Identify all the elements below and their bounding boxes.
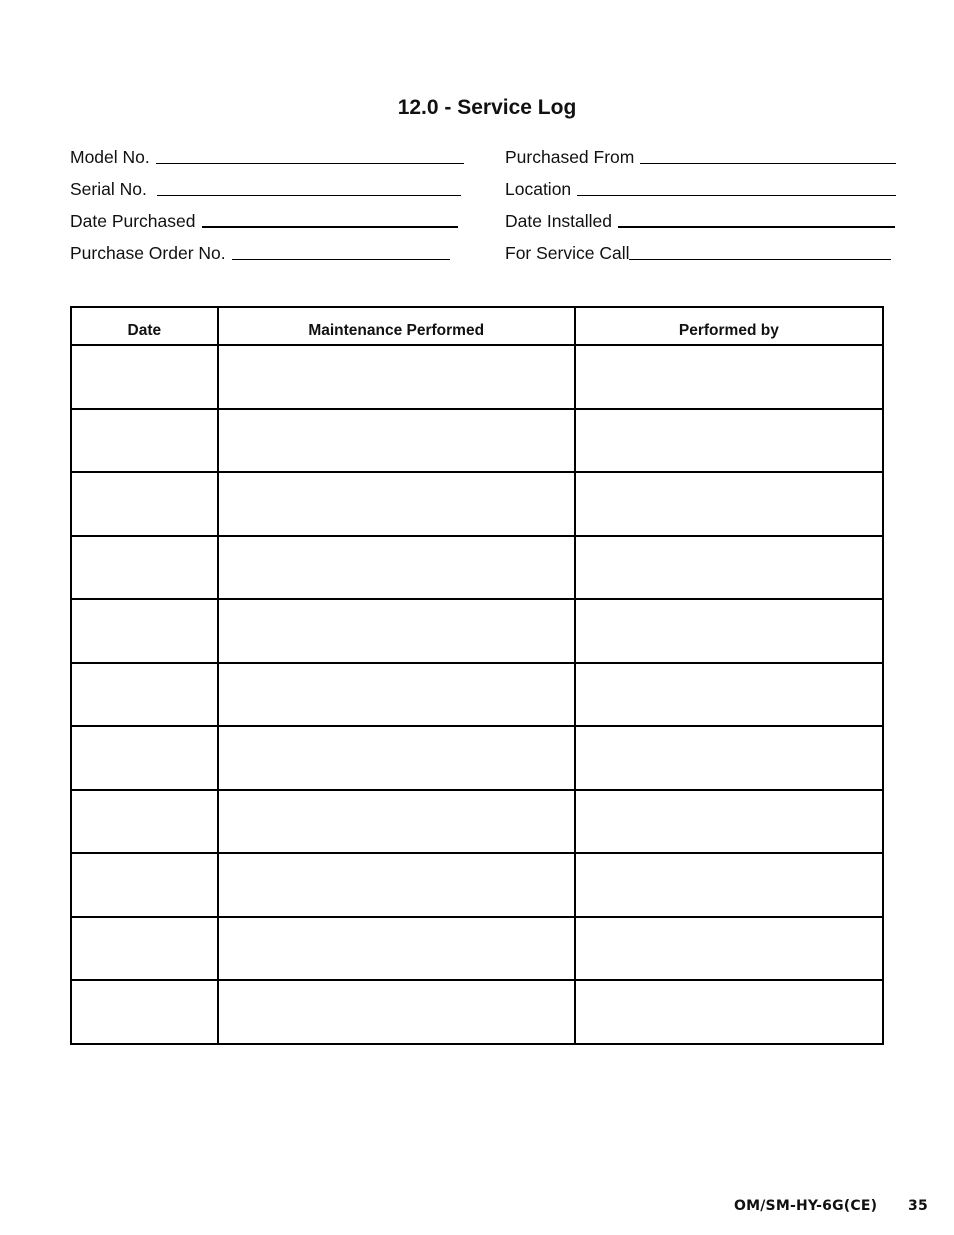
table-row [71,917,883,981]
service-call-field[interactable] [505,240,891,264]
service-call-line[interactable] [629,258,891,260]
header-maintenance-performed: Maintenance Performed [218,307,575,345]
table-row [71,536,883,600]
model-no-line[interactable] [156,162,464,164]
page-title: 12.0 - Service Log [397,96,577,119]
table-row [71,980,883,1044]
performed-by-cell[interactable] [575,917,883,981]
date-cell[interactable] [71,790,218,854]
maintenance-cell[interactable] [218,726,575,790]
purchased-from-line[interactable] [640,162,896,164]
location-label: Location [505,179,572,199]
date-cell[interactable] [71,917,218,981]
table-body [71,345,883,1044]
header-performed-by: Performed by [575,307,883,345]
maintenance-cell[interactable] [218,980,575,1044]
performed-by-cell[interactable] [575,409,883,473]
table-row [71,853,883,917]
date-purchased-field[interactable] [70,208,458,232]
serial-no-field[interactable] [70,176,461,200]
maintenance-cell[interactable] [218,536,575,600]
table-row [71,599,883,663]
table-row [71,726,883,790]
header-date: Date [71,307,218,345]
service-call-label: For Service Call [505,243,630,263]
performed-by-cell[interactable] [575,980,883,1044]
date-cell[interactable] [71,472,218,536]
serial-no-line[interactable] [157,194,461,196]
document-code: OM/SM-HY-6G(CE) [734,1198,878,1214]
date-installed-field[interactable] [505,208,895,232]
maintenance-cell[interactable] [218,790,575,854]
date-cell[interactable] [71,726,218,790]
date-purchased-line[interactable] [202,225,458,228]
performed-by-cell[interactable] [575,663,883,727]
date-cell[interactable] [71,980,218,1044]
maintenance-cell[interactable] [218,599,575,663]
location-field[interactable] [505,176,896,200]
purchased-from-field[interactable] [505,144,896,168]
purchase-order-line[interactable] [232,258,450,260]
maintenance-cell[interactable] [218,663,575,727]
date-installed-line[interactable] [618,225,895,228]
date-cell[interactable] [71,599,218,663]
date-cell[interactable] [71,536,218,600]
page-number: 35 [908,1198,928,1214]
maintenance-cell[interactable] [218,472,575,536]
performed-by-cell[interactable] [575,790,883,854]
table-row [71,790,883,854]
maintenance-cell[interactable] [218,853,575,917]
purchase-order-field[interactable] [70,240,450,264]
date-cell[interactable] [71,409,218,473]
model-no-label: Model No. [70,147,150,167]
table-row [71,472,883,536]
table-row [71,345,883,409]
model-no-field[interactable] [70,144,464,168]
service-log-table [70,306,884,1045]
date-cell[interactable] [71,853,218,917]
performed-by-cell[interactable] [575,536,883,600]
table-header-row [71,307,883,345]
maintenance-cell[interactable] [218,917,575,981]
performed-by-cell[interactable] [575,853,883,917]
performed-by-cell[interactable] [575,345,883,409]
purchase-order-label: Purchase Order No. [70,243,226,263]
table-row [71,663,883,727]
performed-by-cell[interactable] [575,726,883,790]
date-installed-label: Date Installed [505,211,613,231]
purchased-from-label: Purchased From [505,147,635,167]
date-purchased-label: Date Purchased [70,211,196,231]
maintenance-cell[interactable] [218,345,575,409]
date-cell[interactable] [71,663,218,727]
table-row [71,409,883,473]
performed-by-cell[interactable] [575,472,883,536]
location-line[interactable] [577,194,896,196]
date-cell[interactable] [71,345,218,409]
serial-no-label: Serial No. [70,179,147,199]
maintenance-cell[interactable] [218,409,575,473]
performed-by-cell[interactable] [575,599,883,663]
